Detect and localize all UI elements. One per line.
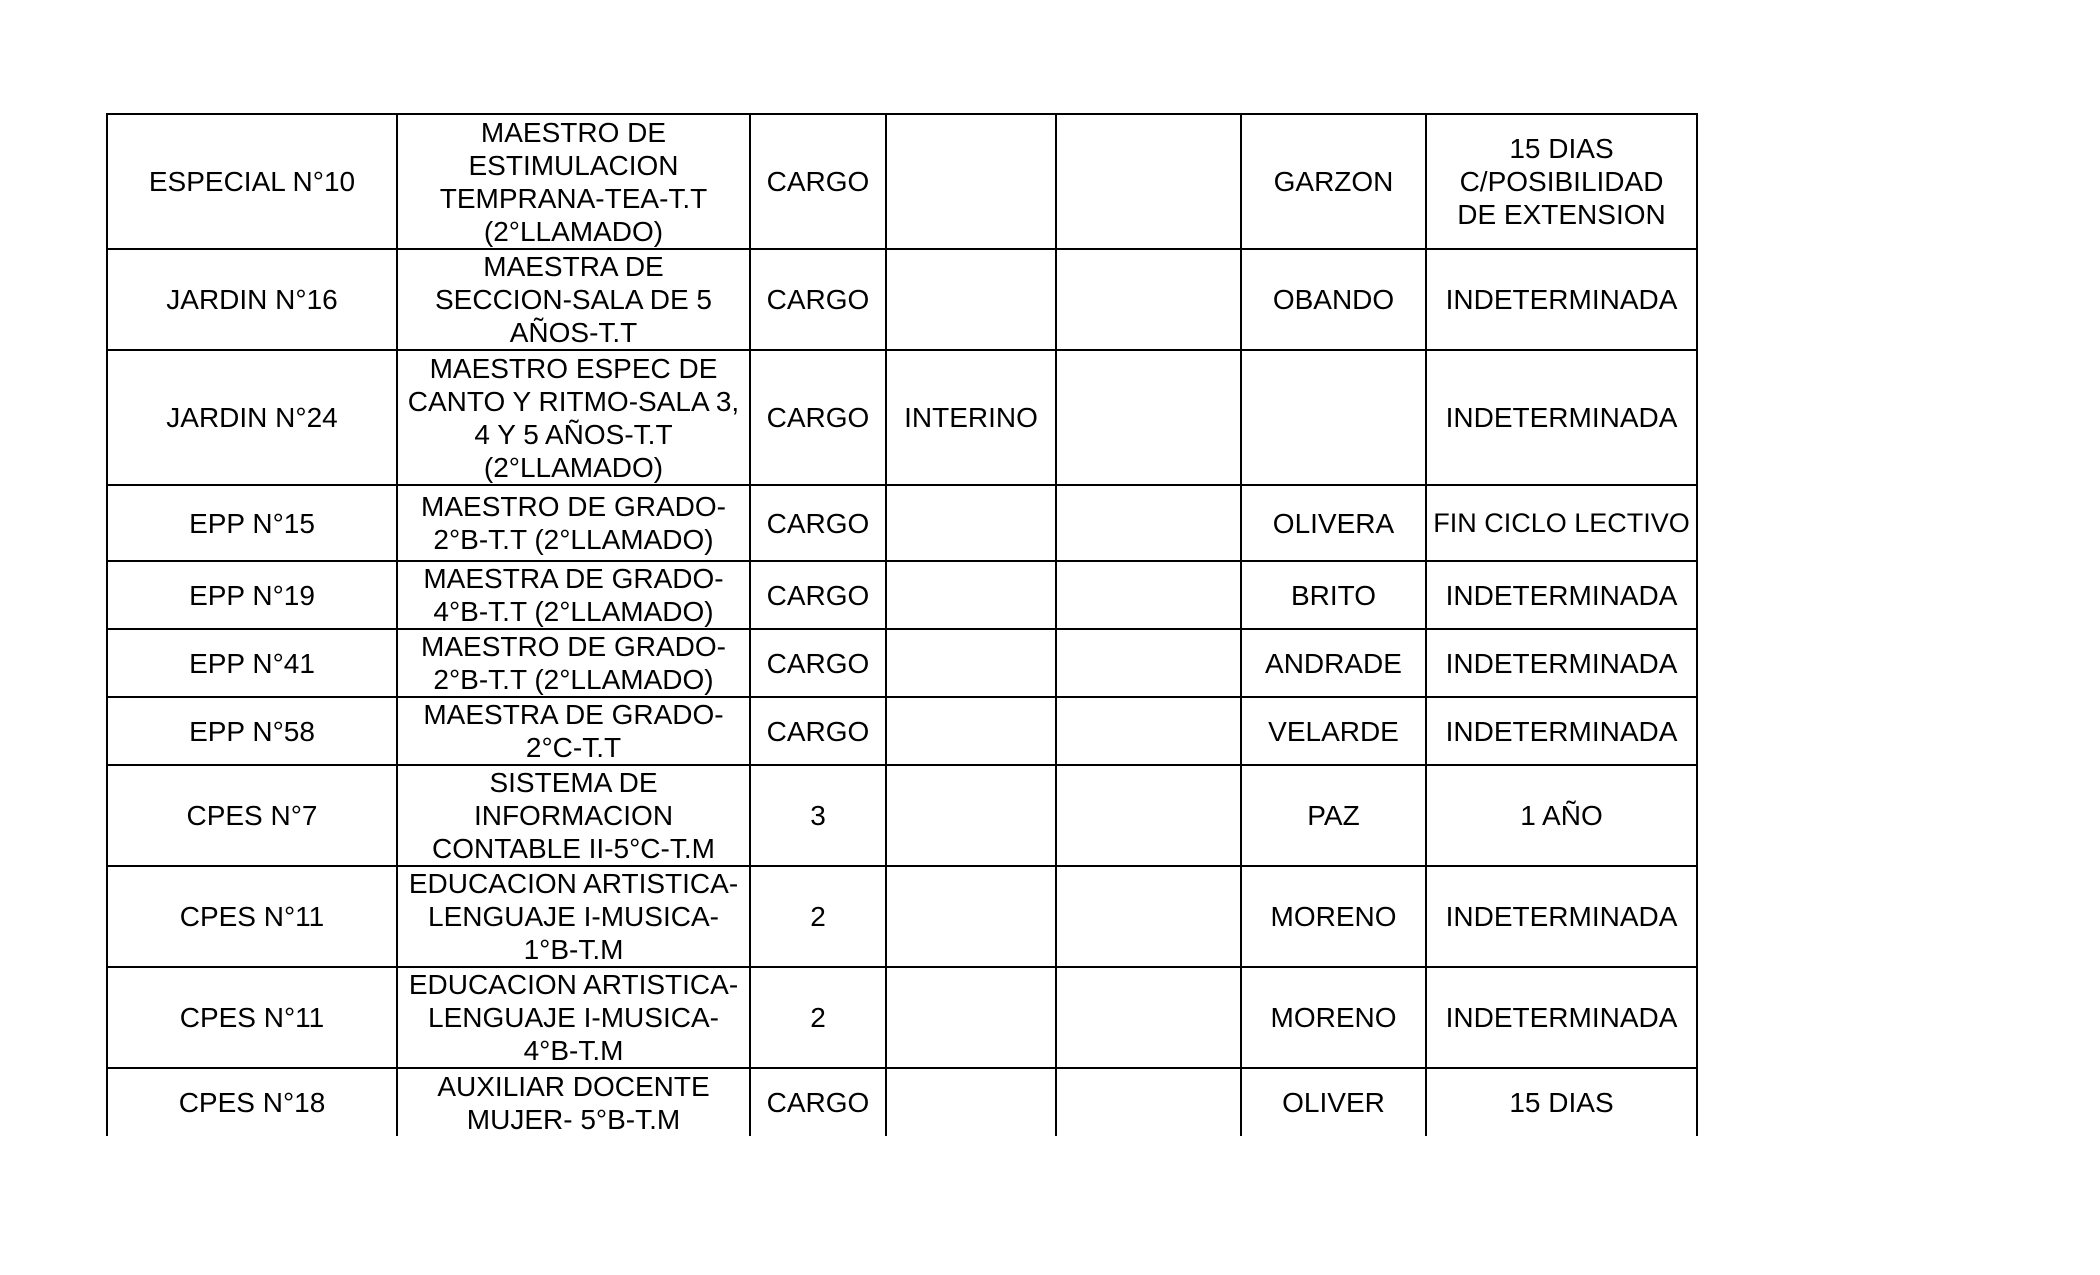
school-cell: JARDIN N°24 [107, 350, 397, 485]
teacher-cell: PAZ [1241, 765, 1426, 866]
table-row [107, 765, 1697, 866]
hours-cell: CARGO [750, 1068, 886, 1136]
teacher-cell: BRITO [1241, 561, 1426, 629]
position-cell: MAESTRA DE SECCION-SALA DE 5 AÑOS-T.T [397, 249, 750, 350]
table-row [107, 967, 1697, 1068]
position-cell: MAESTRO DE GRADO-2°B-T.T (2°LLAMADO) [397, 485, 750, 561]
school-cell: JARDIN N°16 [107, 249, 397, 350]
status-cell [886, 629, 1056, 697]
teacher-cell: ANDRADE [1241, 629, 1426, 697]
school-cell: CPES N°11 [107, 866, 397, 967]
empty-cell [1056, 561, 1241, 629]
empty-cell [1056, 697, 1241, 765]
duration-cell: INDETERMINADA [1426, 967, 1697, 1068]
position-cell: MAESTRO DE GRADO-2°B-T.T (2°LLAMADO) [397, 629, 750, 697]
hours-cell: 2 [750, 967, 886, 1068]
status-cell [886, 561, 1056, 629]
teacher-cell: GARZON [1241, 114, 1426, 249]
table-row [107, 485, 1697, 561]
table-row [107, 249, 1697, 350]
duration-cell: INDETERMINADA [1426, 866, 1697, 967]
status-cell [886, 485, 1056, 561]
hours-cell: CARGO [750, 114, 886, 249]
school-cell: ESPECIAL N°10 [107, 114, 397, 249]
empty-cell [1056, 114, 1241, 249]
duration-cell: FIN CICLO LECTIVO [1426, 485, 1697, 561]
duration-cell: 1 AÑO [1426, 765, 1697, 866]
teacher-cell: MORENO [1241, 866, 1426, 967]
table-row [107, 697, 1697, 765]
table-row [107, 866, 1697, 967]
empty-cell [1056, 1068, 1241, 1136]
school-cell: EPP N°41 [107, 629, 397, 697]
position-cell: MAESTRO ESPEC DE CANTO Y RITMO-SALA 3, 4 Y 5 AÑOS-T.T (2°LLAMADO) [397, 350, 750, 485]
teacher-cell [1241, 350, 1426, 485]
school-cell: CPES N°7 [107, 765, 397, 866]
status-cell [886, 866, 1056, 967]
duration-cell: INDETERMINADA [1426, 697, 1697, 765]
duration-cell: INDETERMINADA [1426, 629, 1697, 697]
status-cell [886, 1068, 1056, 1136]
position-cell: EDUCACION ARTISTICA-LENGUAJE I-MUSICA-1°B-T.M [397, 866, 750, 967]
school-cell: CPES N°18 [107, 1068, 397, 1136]
table-row [107, 350, 1697, 485]
teacher-cell: OLIVER [1241, 1068, 1426, 1136]
position-cell: MAESTRO DE ESTIMULACION TEMPRANA-TEA-T.T (2°LLAMADO) [397, 114, 750, 249]
position-cell: AUXILIAR DOCENTE MUJER- 5°B-T.M [397, 1068, 750, 1136]
status-cell [886, 114, 1056, 249]
duration-cell: 15 DIAS C/POSIBILIDAD DE EXTENSION [1426, 114, 1697, 249]
empty-cell [1056, 765, 1241, 866]
status-cell [886, 967, 1056, 1068]
duration-cell: 15 DIAS [1426, 1068, 1697, 1136]
table-row [107, 629, 1697, 697]
school-cell: EPP N°19 [107, 561, 397, 629]
table-row [107, 114, 1697, 249]
empty-cell [1056, 866, 1241, 967]
duration-cell: INDETERMINADA [1426, 350, 1697, 485]
table-row [107, 561, 1697, 629]
empty-cell [1056, 485, 1241, 561]
status-cell: INTERINO [886, 350, 1056, 485]
status-cell [886, 249, 1056, 350]
hours-cell: CARGO [750, 629, 886, 697]
teacher-cell: VELARDE [1241, 697, 1426, 765]
hours-cell: CARGO [750, 561, 886, 629]
status-cell [886, 765, 1056, 866]
teacher-cell: MORENO [1241, 967, 1426, 1068]
hours-cell: 2 [750, 866, 886, 967]
vacancies-table [106, 113, 1698, 1136]
school-cell: EPP N°15 [107, 485, 397, 561]
teacher-cell: OLIVERA [1241, 485, 1426, 561]
empty-cell [1056, 350, 1241, 485]
duration-cell: INDETERMINADA [1426, 249, 1697, 350]
hours-cell: 3 [750, 765, 886, 866]
hours-cell: CARGO [750, 697, 886, 765]
empty-cell [1056, 967, 1241, 1068]
hours-cell: CARGO [750, 249, 886, 350]
empty-cell [1056, 629, 1241, 697]
position-cell: SISTEMA DE INFORMACION CONTABLE II-5°C-T.M [397, 765, 750, 866]
school-cell: CPES N°11 [107, 967, 397, 1068]
hours-cell: CARGO [750, 350, 886, 485]
hours-cell: CARGO [750, 485, 886, 561]
status-cell [886, 697, 1056, 765]
position-cell: MAESTRA DE GRADO-2°C-T.T [397, 697, 750, 765]
teacher-cell: OBANDO [1241, 249, 1426, 350]
position-cell: EDUCACION ARTISTICA-LENGUAJE I-MUSICA-4°B-T.M [397, 967, 750, 1068]
duration-cell: INDETERMINADA [1426, 561, 1697, 629]
table-row [107, 1068, 1697, 1136]
position-cell: MAESTRA DE GRADO-4°B-T.T (2°LLAMADO) [397, 561, 750, 629]
school-cell: EPP N°58 [107, 697, 397, 765]
empty-cell [1056, 249, 1241, 350]
